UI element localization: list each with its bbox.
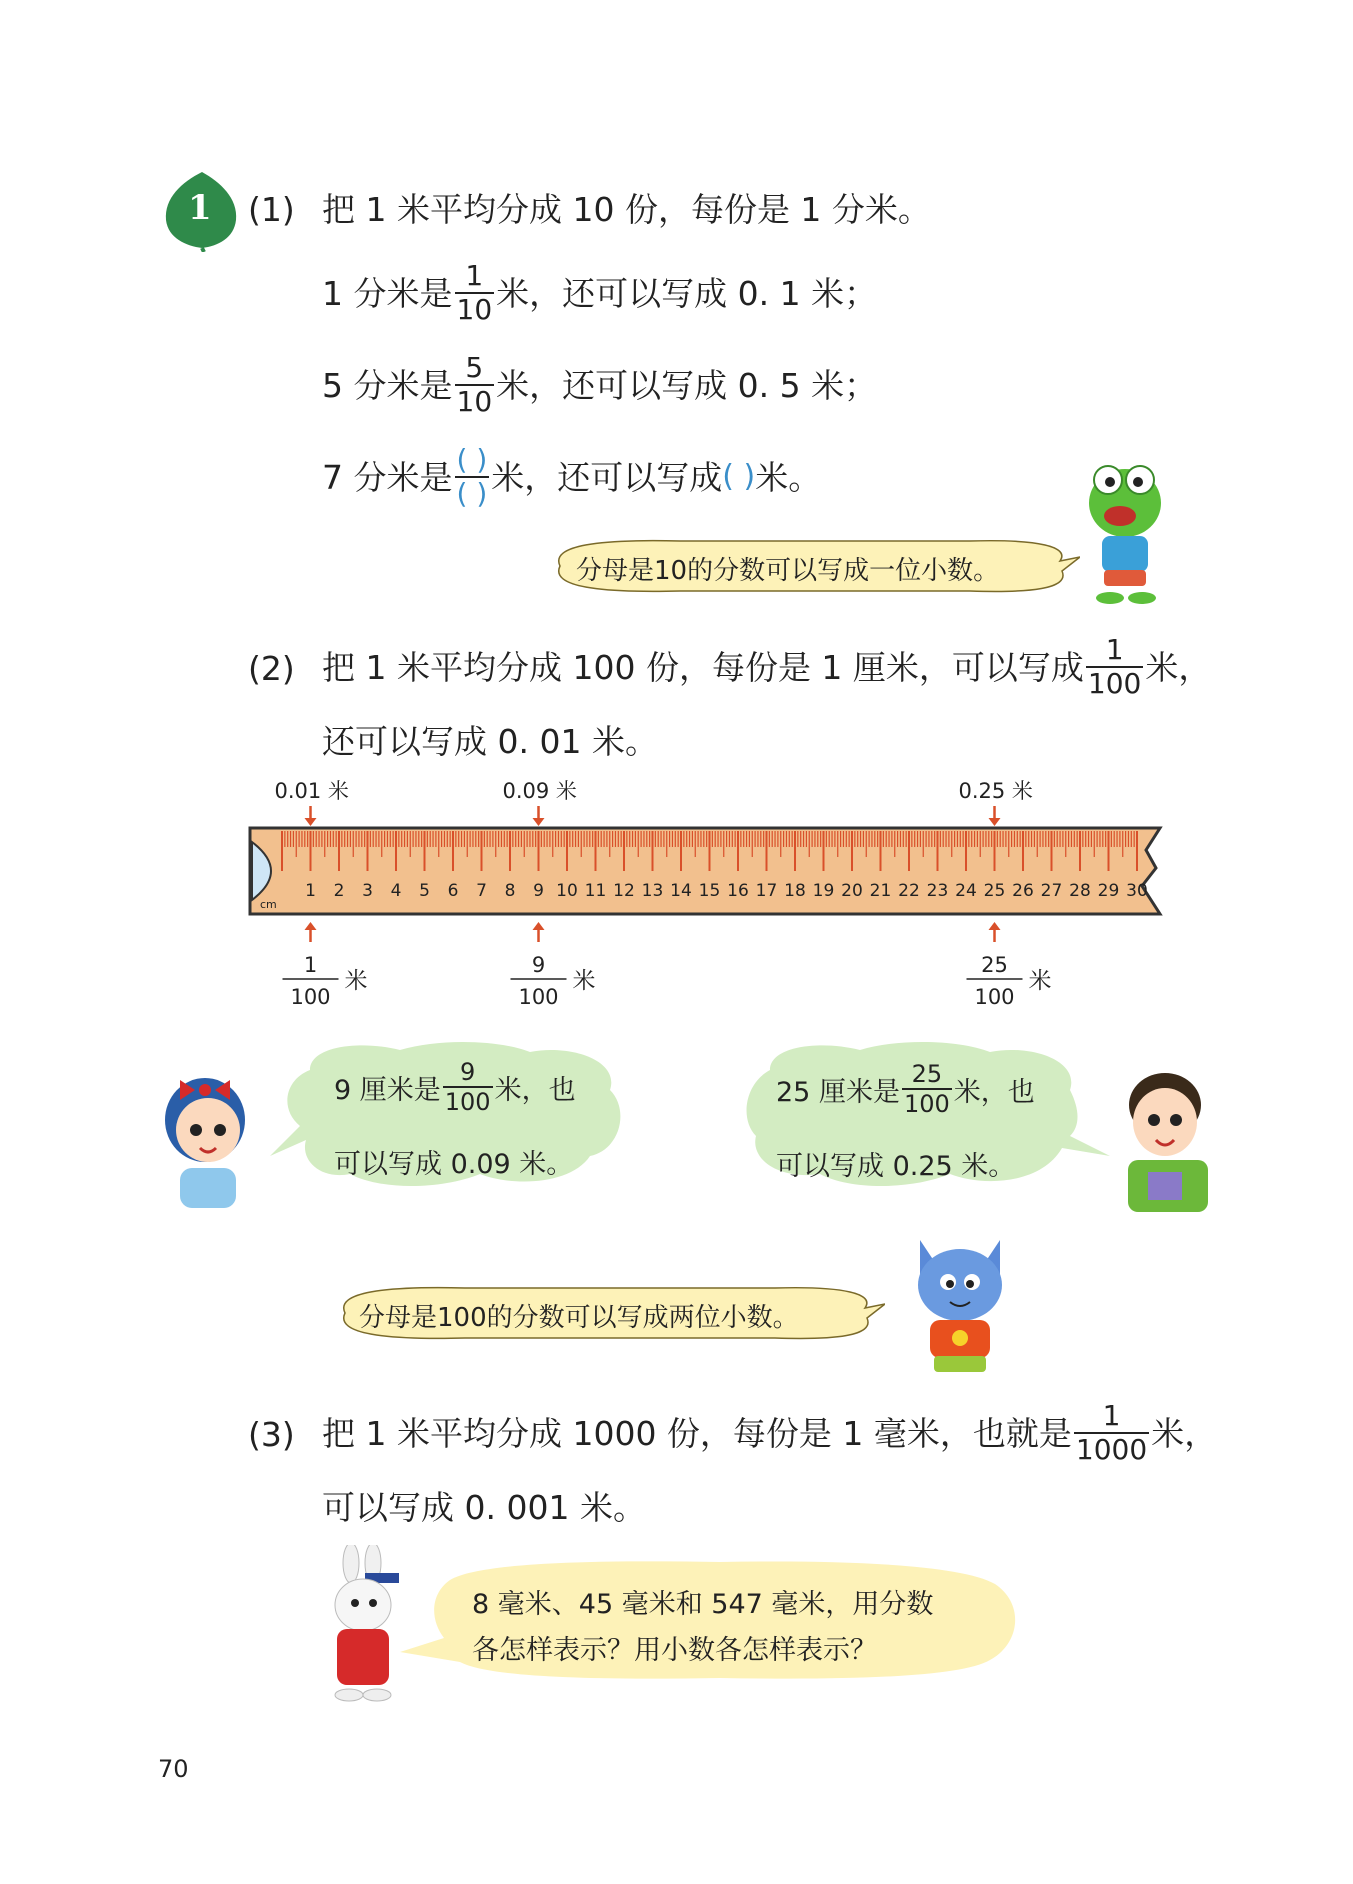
row-c-suffix: 米。 bbox=[755, 457, 822, 497]
row-b-suffix: 米，还可以写成 0. 5 米； bbox=[496, 365, 878, 405]
part2-line1 bbox=[322, 633, 1212, 700]
rabbit-bubble-line2: 各怎样表示？用小数各怎样表示？ bbox=[472, 1635, 877, 1666]
ruler-number: 13 bbox=[641, 881, 664, 901]
girl-bubble-line2: 可以写成 0.09 米。 bbox=[334, 1149, 574, 1180]
boy-bubble-line2: 可以写成 0.25 米。 bbox=[776, 1151, 1016, 1182]
part1-row-b bbox=[322, 351, 878, 418]
ruler-number: 9 bbox=[533, 881, 544, 901]
girl-speech-bubble bbox=[270, 1040, 630, 1190]
ruler-number: 10 bbox=[556, 881, 578, 901]
ruler-number: 21 bbox=[869, 881, 892, 901]
bottom-fraction-numerator: 25 bbox=[981, 953, 1008, 977]
ruler-number: 17 bbox=[755, 881, 778, 901]
bottom-fraction-denominator: 100 bbox=[290, 985, 331, 1009]
ruler-svg bbox=[240, 770, 1180, 1020]
row-c-mid: 米，还可以写成 bbox=[491, 457, 723, 497]
ruler-number: 28 bbox=[1069, 881, 1091, 901]
page-number: 70 bbox=[158, 1755, 189, 1783]
boy-bubble-fraction: $\frac{25}{100}$ bbox=[903, 1060, 950, 1118]
girl-bubble-line1 bbox=[334, 1060, 576, 1114]
frog-speech-bubble bbox=[540, 535, 1080, 597]
rabbit-speech-bubble bbox=[400, 1560, 1020, 1680]
cat-bubble-text: 分母是100的分数可以写成两位小数。 bbox=[359, 1303, 799, 1333]
blank-decimal[interactable]: ( ) bbox=[722, 459, 756, 494]
ruler-number: 7 bbox=[476, 881, 487, 901]
boy-bubble-prefix: 25 厘米是 bbox=[776, 1076, 900, 1108]
part1-label: (1) bbox=[248, 190, 295, 229]
ruler-unit-label: cm bbox=[260, 898, 277, 911]
part2-line2: 还可以写成 0. 01 米。 bbox=[322, 722, 658, 761]
ruler-number: 16 bbox=[727, 881, 749, 901]
fraction-1-1000: $\frac{1}{1000}$ bbox=[1075, 1399, 1148, 1466]
ruler-number: 2 bbox=[333, 881, 345, 901]
ruler-number: 23 bbox=[926, 881, 949, 901]
ruler-number: 22 bbox=[898, 881, 920, 901]
part3-label: (3) bbox=[248, 1415, 295, 1454]
girl-bubble-fraction: $\frac{9}{100}$ bbox=[444, 1058, 491, 1116]
boy-speech-bubble bbox=[740, 1040, 1110, 1190]
ruler-number: 30 bbox=[1126, 881, 1148, 901]
fraction-5-10: $\frac{5}{10}$ bbox=[456, 351, 493, 418]
ruler-number: 12 bbox=[613, 881, 635, 901]
row-b-prefix: 5 分米是 bbox=[322, 365, 453, 405]
ruler-number: 1 bbox=[305, 881, 316, 901]
row-a-suffix: 米，还可以写成 0. 1 米； bbox=[496, 273, 878, 313]
fraction-1-100: $\frac{1}{100}$ bbox=[1087, 633, 1142, 700]
ruler-number: 25 bbox=[983, 881, 1006, 901]
example-badge bbox=[160, 168, 242, 252]
bottom-fraction-unit: 米 bbox=[344, 968, 368, 994]
ruler-number: 20 bbox=[841, 881, 863, 901]
down-arrow-icon bbox=[989, 818, 1001, 826]
bottom-fraction-numerator: 9 bbox=[531, 953, 546, 977]
top-decimal-label: 0.09 米 bbox=[502, 779, 577, 803]
girl-bubble-suffix: 米，也 bbox=[494, 1074, 576, 1106]
ruler-number: 29 bbox=[1097, 881, 1120, 901]
ruler-number: 24 bbox=[955, 881, 977, 901]
bottom-fraction-unit: 米 bbox=[1028, 968, 1052, 994]
ruler-number: 5 bbox=[419, 881, 430, 901]
example-number: 1 bbox=[188, 188, 212, 228]
ruler-number: 15 bbox=[698, 881, 721, 901]
part3-line1 bbox=[322, 1399, 1218, 1466]
cat-character bbox=[900, 1230, 1030, 1380]
bottom-fraction-unit: 米 bbox=[572, 968, 596, 994]
boy-character bbox=[1110, 1060, 1220, 1215]
down-arrow-icon bbox=[533, 818, 545, 826]
part3-line1-suffix: 米， bbox=[1151, 1413, 1218, 1453]
blank-fraction[interactable]: $\frac{( )}{( )}$ bbox=[456, 443, 488, 510]
part2-label: (2) bbox=[248, 649, 295, 688]
bottom-fraction-numerator: 1 bbox=[303, 953, 318, 977]
part3-line1-prefix: 把 1 米平均分成 1000 份，每份是 1 毫米，也就是 bbox=[322, 1413, 1072, 1453]
bottom-fraction-denominator: 100 bbox=[974, 985, 1015, 1009]
part2-line1-prefix: 把 1 米平均分成 100 份，每份是 1 厘米，可以写成 bbox=[322, 647, 1084, 687]
part2-line1-suffix: 米， bbox=[1145, 647, 1212, 687]
ruler-number: 4 bbox=[390, 881, 402, 901]
ruler-number: 19 bbox=[812, 881, 835, 901]
part1-row-a bbox=[322, 259, 878, 326]
row-c-prefix: 7 分米是 bbox=[322, 457, 453, 497]
ruler-number: 6 bbox=[447, 881, 459, 901]
ruler-number: 14 bbox=[670, 881, 692, 901]
rabbit-bubble-line1: 8 毫米、45 毫米和 547 毫米，用分数 bbox=[472, 1589, 934, 1620]
part1-row-c bbox=[322, 443, 822, 510]
cat-speech-bubble bbox=[325, 1282, 885, 1344]
frog-bubble-text: 分母是10的分数可以写成一位小数。 bbox=[576, 556, 1000, 586]
part3-line2: 可以写成 0. 001 米。 bbox=[322, 1488, 646, 1527]
frog-character bbox=[1080, 458, 1170, 608]
girl-bubble-prefix: 9 厘米是 bbox=[334, 1074, 441, 1106]
bottom-fraction-denominator: 100 bbox=[518, 985, 559, 1009]
down-arrow-icon bbox=[305, 818, 317, 826]
ruler-number: 11 bbox=[584, 881, 607, 901]
boy-bubble-line1 bbox=[776, 1062, 1035, 1116]
girl-character bbox=[150, 1060, 260, 1210]
ruler-number: 26 bbox=[1012, 881, 1034, 901]
ruler-number: 18 bbox=[784, 881, 806, 901]
top-decimal-label: 0.25 米 bbox=[958, 779, 1033, 803]
boy-bubble-suffix: 米，也 bbox=[953, 1076, 1035, 1108]
ruler-number: 8 bbox=[504, 881, 516, 901]
part1-line1: 把 1 米平均分成 10 份，每份是 1 分米。 bbox=[322, 190, 931, 229]
ruler-figure bbox=[240, 770, 1180, 1020]
ruler-number: 27 bbox=[1040, 881, 1063, 901]
top-decimal-label: 0.01 米 bbox=[274, 779, 349, 803]
fraction-1-10: $\frac{1}{10}$ bbox=[456, 259, 493, 326]
ruler-number: 3 bbox=[362, 881, 373, 901]
row-a-prefix: 1 分米是 bbox=[322, 273, 453, 313]
